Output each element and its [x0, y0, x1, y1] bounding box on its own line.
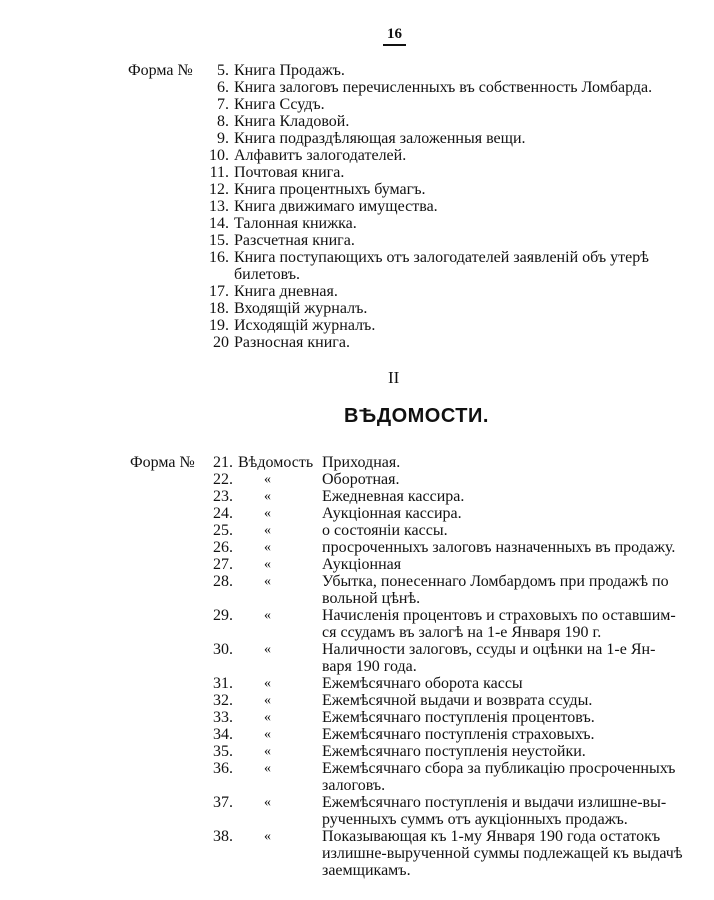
statement-title: Оборотная. — [322, 471, 400, 488]
form-number: 21. — [213, 454, 233, 471]
statement-title: залоговъ. — [322, 777, 386, 794]
form-number: 26. — [213, 539, 233, 556]
ditto-mark: « — [264, 795, 271, 810]
statement-title: Ежемѣсячнаго поступленія страховыхъ. — [322, 726, 595, 743]
section-title: ВѢДОМОСТИ. — [344, 405, 489, 427]
statement-title: Ежемѣсячнаго поступленія неустойки. — [322, 743, 586, 760]
statement-title: ся ссудамъ въ залогѣ на 1-е Января 190 г. — [322, 624, 602, 641]
form-number: 36. — [213, 760, 233, 777]
form-title: Книга процентныхъ бумагъ. — [234, 181, 426, 198]
ditto-mark: « — [264, 557, 271, 572]
form-title: билетовъ. — [234, 266, 300, 283]
ditto-mark: « — [264, 693, 271, 708]
ditto-mark: « — [264, 489, 271, 504]
statement-title: Ежемѣсячнаго сбора за публикацію просроченныхъ — [322, 760, 676, 777]
form-number: 29. — [213, 607, 233, 624]
ditto-mark: « — [264, 523, 271, 538]
form-number: 37. — [213, 794, 233, 811]
form-number: 24. — [213, 505, 233, 522]
form-number: 10. — [209, 147, 229, 164]
ditto-mark: « — [264, 761, 271, 776]
ditto-mark: « — [264, 608, 271, 623]
ditto-mark: « — [264, 574, 271, 589]
form-number: 27. — [213, 556, 233, 573]
statement-title: Аукціонная — [322, 556, 402, 573]
statement-title: варя 190 года. — [322, 658, 417, 675]
form-title: Алфавитъ залогодателей. — [234, 147, 407, 164]
statement-title: Наличности залоговъ, ссуды и оцѣнки на 1-е Ян- — [322, 641, 656, 658]
form-title: Книга Кладовой. — [234, 113, 350, 130]
ditto-mark: « — [264, 540, 271, 555]
statement-title: Ежемѣсячной выдачи и возврата ссуды. — [322, 692, 593, 709]
ditto-mark: « — [264, 744, 271, 759]
ditto-mark: « — [264, 727, 271, 742]
form-title: Книга залоговъ перечисленныхъ въ собственность Ломбарда. — [234, 79, 653, 96]
statement-title: Убытка, понесеннаго Ломбардомъ при продажѣ по — [322, 573, 669, 590]
form-number: 14. — [209, 215, 229, 232]
statement-title: вольной цѣнѣ. — [322, 590, 421, 607]
statement-title: заемщикамъ. — [322, 862, 411, 879]
form-number: 12. — [209, 181, 229, 198]
form-title: Книга поступающихъ отъ залогодателей заявленій объ утерѣ — [234, 249, 649, 266]
form-title: Книга движимаго имущества. — [234, 198, 438, 215]
form-number: 20 — [213, 334, 229, 351]
form-number: 9. — [217, 130, 229, 147]
form-number: 25. — [213, 522, 233, 539]
statement-title: Ежемѣсячнаго поступленія процентовъ. — [322, 709, 595, 726]
statement-title: о состояніи кассы. — [322, 522, 448, 539]
form-number: 19. — [209, 317, 229, 334]
form-title: Книга подраздѣляющая заложенныя вещи. — [234, 130, 526, 147]
form-number: 22. — [213, 471, 233, 488]
ditto-mark: « — [264, 829, 271, 844]
statement-title: Показывающая къ 1-му Января 190 года остатокъ — [322, 828, 661, 845]
form-label: Форма № — [128, 62, 193, 79]
form-number: 33. — [213, 709, 233, 726]
form-title: Входящій журналъ. — [234, 300, 368, 317]
form-number: 16. — [209, 249, 229, 266]
statement-title: Ежемѣсячнаго оборота кассы — [322, 675, 523, 692]
form-number: 13. — [209, 198, 229, 215]
form-title: Почтовая книга. — [234, 164, 345, 181]
form-number: 5. — [217, 62, 229, 79]
form-number: 8. — [217, 113, 229, 130]
ditto-mark: « — [264, 642, 271, 657]
section-numeral: II — [388, 368, 400, 387]
ditto-mark: « — [264, 710, 271, 725]
form-number: 28. — [213, 573, 233, 590]
form-title: Книга Ссудъ. — [234, 96, 325, 113]
statement-title: Ежедневная кассира. — [322, 488, 465, 505]
statement-title: Начисленія процентовъ и страховыхъ по оставшим- — [322, 607, 676, 624]
form-title: Книга дневная. — [234, 283, 338, 300]
form-number: 32. — [213, 692, 233, 709]
form-number: 6. — [217, 79, 229, 96]
statement-title: Ежемѣсячнаго поступленія и выдачи излишне-вы- — [322, 794, 667, 811]
ditto-mark: « — [264, 506, 271, 521]
form-title: Книга Продажъ. — [234, 62, 345, 79]
form-number: 38. — [213, 828, 233, 845]
form-label: Форма № — [130, 454, 195, 471]
form-number: 17. — [209, 283, 229, 300]
form-number: 35. — [213, 743, 233, 760]
form-number: 18. — [209, 300, 229, 317]
form-number: 23. — [213, 488, 233, 505]
statement-title: Приходная. — [322, 454, 401, 471]
statement-word: Вѣдомость — [238, 454, 314, 471]
form-number: 34. — [213, 726, 233, 743]
form-title: Разносная книга. — [234, 334, 350, 351]
ditto-mark: « — [264, 676, 271, 691]
statement-title: излишне-вырученной суммы подлежащей къ выдачѣ — [322, 845, 683, 862]
statement-title: рученныхъ суммъ отъ аукціонныхъ продажъ. — [322, 811, 628, 828]
form-number: 11. — [209, 164, 229, 181]
form-title: Талонная книжка. — [234, 215, 357, 232]
form-number: 31. — [213, 675, 233, 692]
statement-title: просроченныхъ залоговъ назначенныхъ въ продажу. — [322, 539, 676, 556]
page-number: 16 — [383, 26, 406, 46]
ditto-mark: « — [264, 472, 271, 487]
form-title: Исходящій журналъ. — [234, 317, 376, 334]
form-number: 30. — [213, 641, 233, 658]
form-title: Разсчетная книга. — [234, 232, 355, 249]
form-number: 15. — [209, 232, 229, 249]
statement-title: Аукціонная кассира. — [322, 505, 462, 522]
form-number: 7. — [217, 96, 229, 113]
